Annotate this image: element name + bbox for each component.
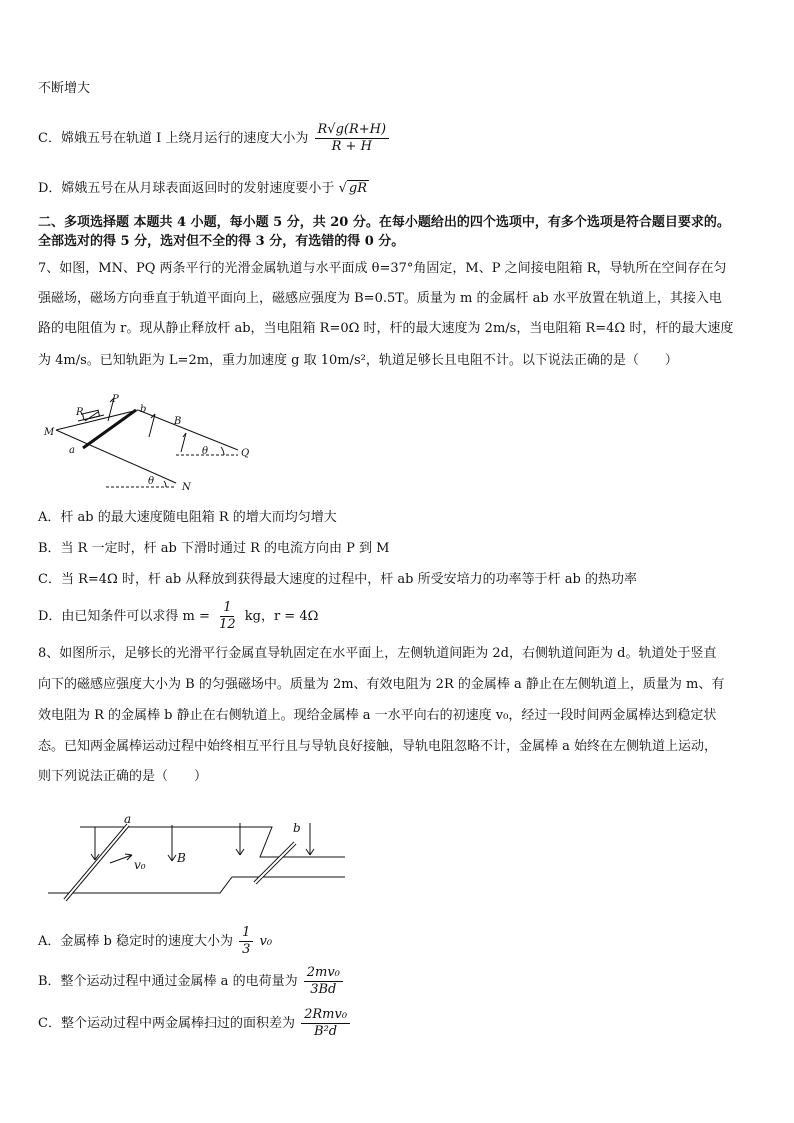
text-line: 不断增大 [38, 81, 91, 96]
label-b: b [140, 404, 147, 415]
question-8: 8、如图所示，足够长的光滑平行金属直导轨固定在水平面上，左侧轨道间距为 2d，右侧轨道间距为 d。轨道处于竖直 [38, 646, 717, 661]
fraction: $\frac{R√g(R+H)}{R + H}$ [315, 122, 390, 155]
question-8-line: 态。已知两金属棒运动过程中始终相互平行且与导轨良好接触，导轨电阻忽略不计，金属棒 a 始终在左侧轨道上运动， [38, 739, 718, 754]
option-6d: D．嫦娥五号在从月球表面返回时的发射速度要小于 √ gR [38, 181, 367, 196]
label-a: a [69, 445, 75, 456]
label-a: a [124, 815, 132, 826]
option-6c: C．嫦娥五号在轨道 I 上绕月运行的速度大小为 $\frac{R√g(R+H)}{R + H}$ [38, 122, 391, 155]
question-8-line: 向下的磁感应强度大小为 B 的匀强磁场中。质量为 2m、有效电阻为 2R 的金属棒 a 静止在左侧轨道上，质量为 m、有 [38, 677, 725, 692]
option-7d: D．由已知条件可以求得 m = $\frac{1}{12}$ kg，r = 4Ω [38, 600, 319, 632]
fraction: $\frac{1}{3}$ [239, 925, 253, 958]
label-Q: Q [241, 448, 250, 459]
label-R: R [76, 407, 84, 418]
question-7-line: 强磁场，磁场方向垂直于轨道平面向上，磁感应强度为 B=0.5T。质量为 m 的金属杆 ab 水平放置在轨道上，其接入电 [38, 291, 722, 306]
question-7-line: 为 4m/s。已知轨距为 L=2m，重力加速度 g 取 10m/s²，轨道足够长且电阻不计。以下说法正确的是（ ） [38, 353, 678, 368]
label-b: b [293, 821, 301, 835]
option-8a: A．金属棒 b 稳定时的速度大小为 $\frac{1}{3}$ v₀ [38, 925, 273, 957]
sqrt-expression: √ gR [338, 181, 367, 196]
option-7b: B．当 R 一定时，杆 ab 下滑时通过 R 的电流方向由 P 到 M [38, 541, 390, 556]
option-7c: C．当 R=4Ω 时，杆 ab 从释放到获得最大速度的过程中，杆 ab 所受安培力的功率等于杆 ab 的热功率 [38, 572, 637, 587]
section-heading: 二、多项选择题 本题共 4 小题，每小题 5 分，共 20 分。在每小题给出的四个选项中，有多个选项是符合题目要求的。 [38, 215, 730, 230]
label-N: N [182, 482, 191, 493]
label-B: B [174, 416, 182, 427]
question-8-line: 效电阻为 R 的金属棒 b 静止在右侧轨道上。现给金属棒 a 一水平向右的初速度 v₀，经过一段时间两金属棒达到稳定状 [38, 708, 717, 723]
option-8b: B．整个运动过程中通过金属棒 a 的电荷量为 $\frac{\text{2mv₀}}{3Bd}$ [38, 965, 345, 998]
label-v0: v₀ [134, 858, 146, 872]
label-theta-n: θ [148, 476, 155, 487]
option-7a: A．杆 ab 的最大速度随电阻箱 R 的增大而均匀增大 [38, 510, 337, 525]
question-7-line: 路的电阻值为 r。现从静止释放杆 ab，当电阻箱 R=0Ω 时，杆的最大速度为 2m/s，当电阻箱 R=4Ω 时，杆的最大速度 [38, 321, 734, 336]
fraction: $\frac{\text{2Rmv₀}}{\text{B²d}}$ [301, 1007, 350, 1040]
question-7: 7、如图，MN、PQ 两条平行的光滑金属轨道与水平面成 θ=37°角固定，M、P 之间接电阻箱 R，导轨所在空间存在匀 [38, 261, 727, 276]
label-theta-q: θ [202, 446, 209, 457]
rod-a-inner [65, 825, 128, 900]
fraction: $\frac{\text{2mv₀}}{3Bd}$ [304, 965, 343, 998]
horizontal-rail-figure [40, 815, 360, 910]
section-heading-cont: 全部选对的得 5 分，选对但不全的得 3 分，有选错的得 0 分。 [38, 234, 405, 249]
label-B: B [177, 851, 186, 865]
fraction: $\frac{1}{12}$ [219, 600, 236, 632]
option-8c: C．整个运动过程中两金属棒扫过的面积差为 $\frac{\text{2Rmv₀}}{\text{B²d}}$ [38, 1007, 352, 1040]
label-P: P [112, 394, 119, 405]
question-8-line: 则下列说法正确的是（ ） [38, 769, 208, 784]
inclined-rail-figure [36, 390, 266, 500]
label-M: M [44, 427, 55, 438]
